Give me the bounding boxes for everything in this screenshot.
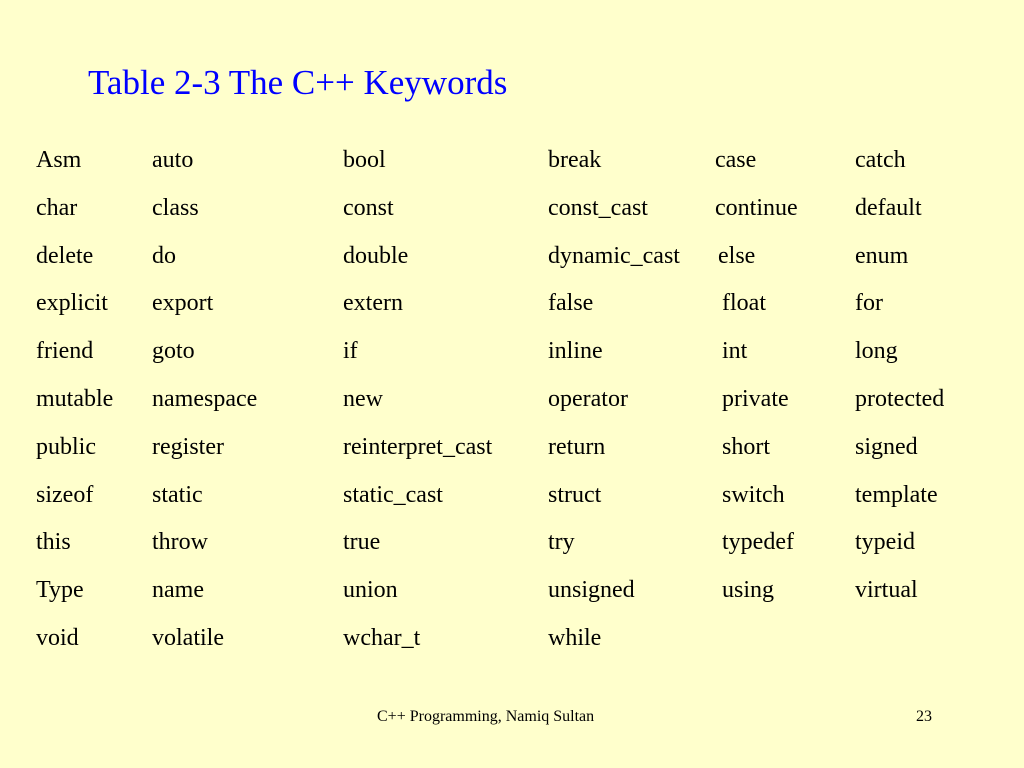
keyword-cell: private (722, 385, 789, 412)
keyword-cell: Asm (36, 147, 82, 173)
keyword-cell: for (855, 290, 883, 317)
keyword-cell: continue (715, 194, 798, 221)
keyword-cell: operator (548, 385, 628, 412)
keyword-cell: public (36, 433, 96, 460)
keyword-cell: template (855, 481, 938, 508)
keyword-cell: true (343, 529, 381, 556)
keyword-cell: do (152, 242, 176, 269)
keyword-cell: switch (722, 481, 785, 508)
keyword-cell: throw (152, 529, 208, 556)
keyword-cell: union (343, 577, 398, 604)
keyword-cell: struct (548, 481, 602, 508)
keyword-cell: short (722, 433, 770, 460)
keyword-cell: try (548, 529, 575, 556)
keyword-cell: float (722, 290, 766, 317)
keyword-cell: if (343, 338, 358, 365)
keyword-cell: register (152, 433, 224, 460)
keyword-cell: export (152, 290, 214, 317)
keyword-cell: new (343, 385, 383, 412)
keyword-cell: while (548, 624, 602, 651)
keyword-cell: virtual (855, 577, 918, 604)
keyword-cell: const_cast (548, 194, 648, 221)
keyword-cell: static (152, 481, 203, 508)
keyword-cell: break (548, 147, 602, 173)
keyword-cell: this (36, 529, 71, 556)
keyword-cell: bool (343, 147, 386, 173)
keyword-cell: const (343, 194, 394, 221)
keyword-cell: typeid (855, 529, 915, 556)
keyword-cell: typedef (722, 529, 794, 556)
keyword-cell: goto (152, 338, 195, 365)
keyword-cell: else (718, 242, 756, 269)
keyword-cell: default (855, 194, 922, 221)
keyword-cell: false (548, 290, 594, 317)
keyword-cell: extern (343, 290, 403, 317)
keyword-cell: delete (36, 242, 94, 269)
keyword-cell: long (855, 338, 898, 365)
keyword-cell: case (715, 147, 757, 173)
keyword-cell: wchar_t (343, 624, 421, 651)
keyword-cell: namespace (152, 385, 258, 412)
keyword-cell: class (152, 194, 199, 221)
keyword-cell: sizeof (36, 481, 94, 508)
keyword-cell: enum (855, 242, 909, 269)
keyword-cell: auto (152, 147, 194, 173)
keyword-cell: double (343, 242, 409, 269)
keyword-cell: volatile (152, 624, 224, 651)
keyword-cell: int (722, 338, 748, 365)
keyword-cell: static_cast (343, 481, 443, 508)
keyword-cell: return (548, 433, 606, 460)
keyword-cell: unsigned (548, 577, 635, 604)
keyword-cell: name (152, 577, 204, 604)
keyword-cell: inline (548, 338, 603, 365)
keyword-cell: signed (855, 433, 918, 460)
keyword-cell: using (722, 577, 775, 604)
keyword-cell: void (36, 624, 79, 651)
keyword-cell: Type (36, 577, 84, 604)
footer-text: C++ Programming, Namiq Sultan (377, 708, 595, 725)
keyword-cell: explicit (36, 290, 108, 317)
slide-number: 23 (916, 708, 932, 725)
keyword-cell: friend (36, 338, 94, 365)
keyword-cell: char (36, 194, 78, 221)
slide-title: Table 2-3 The C++ Keywords (88, 63, 508, 102)
keyword-cell: dynamic_cast (548, 242, 680, 269)
keyword-cell: reinterpret_cast (343, 433, 493, 460)
keyword-cell: catch (855, 147, 906, 173)
keyword-cell: mutable (36, 385, 114, 412)
keyword-cell: protected (855, 385, 945, 412)
